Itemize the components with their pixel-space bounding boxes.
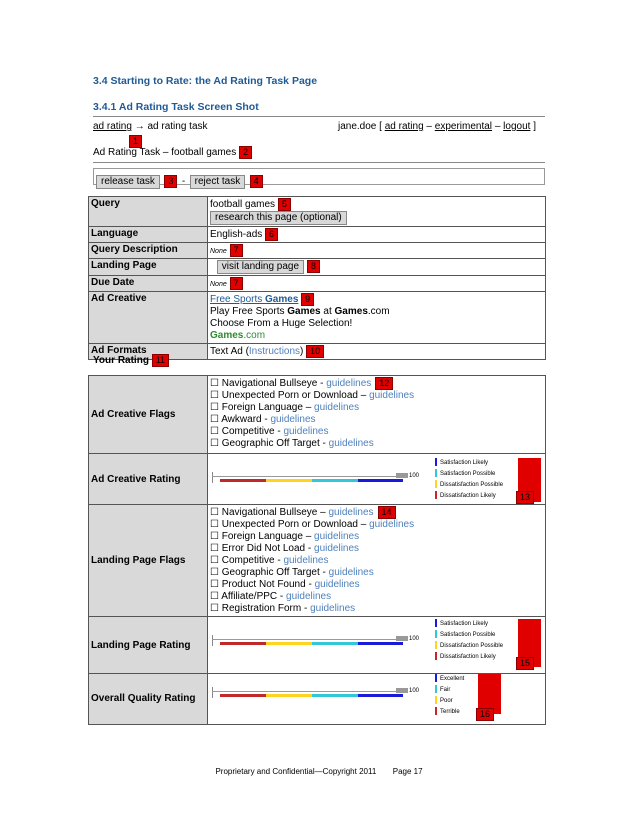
page-number: Page 17	[392, 767, 423, 776]
landing-page-flags-label: Landing Page Flags	[89, 505, 208, 617]
legend-item	[435, 707, 464, 718]
query-value: football games	[210, 199, 276, 210]
legend-label: Dissatisfaction Likely	[440, 654, 496, 660]
callout-badge-10: 10	[306, 345, 324, 358]
slider-track	[212, 639, 408, 640]
flag-label: Navigational Bullseye –	[218, 507, 329, 518]
bracket-open: [	[379, 121, 382, 132]
guidelines-link[interactable]: guidelines	[283, 555, 329, 566]
your-rating-row	[93, 354, 169, 367]
overall-quality-rating-widget	[208, 674, 545, 724]
user-nav	[338, 121, 536, 132]
guidelines-link[interactable]: guidelines	[286, 591, 332, 602]
checkbox-icon[interactable]: ☐	[210, 543, 219, 554]
scale-segment-red	[220, 479, 266, 482]
task-title-row	[93, 146, 252, 159]
callout-badge-8: 8	[307, 260, 320, 273]
guidelines-link[interactable]: guidelines	[283, 426, 329, 437]
guidelines-link[interactable]: guidelines	[314, 402, 360, 413]
guidelines-link[interactable]: guidelines	[369, 390, 415, 401]
flag-row	[210, 519, 543, 531]
query-description-label: Query Description	[89, 243, 208, 259]
slider-handle[interactable]	[396, 473, 408, 478]
guidelines-link[interactable]: guidelines	[310, 603, 356, 614]
landing-page-rating-widget	[208, 617, 545, 673]
ad-line-3: Choose From a Huge Selection!	[210, 318, 353, 329]
slider-left-cap	[212, 687, 213, 698]
legend-label: Satisfaction Likely	[440, 460, 489, 466]
flag-label: Unexpected Porn or Download –	[218, 390, 370, 401]
scale-segment-blue	[358, 694, 403, 697]
ad-formats-cell	[208, 344, 546, 360]
bracket-close: ]	[533, 121, 536, 132]
slider-track	[212, 476, 408, 477]
callout-badge-11: 11	[152, 354, 169, 367]
checkbox-icon[interactable]: ☐	[210, 591, 219, 602]
callout-badge-7: 7	[230, 244, 243, 257]
legend-item	[435, 619, 503, 630]
legend-item	[435, 480, 503, 491]
checkbox-icon[interactable]: ☐	[210, 579, 219, 590]
query-label: Query	[89, 197, 208, 227]
query-description-value: None	[210, 248, 227, 255]
legend-mark	[435, 458, 437, 466]
checkbox-icon[interactable]: ☐	[210, 603, 219, 614]
legend-mark	[435, 619, 437, 627]
slider-left-cap	[212, 635, 213, 646]
ad-creative-flags-label: Ad Creative Flags	[89, 376, 208, 454]
slider-max-label: 100	[409, 688, 420, 694]
legend-label: Terrible	[440, 709, 460, 715]
nav-sep: –	[494, 121, 501, 132]
flag-row	[210, 438, 543, 450]
legend-mark	[435, 685, 437, 693]
legend-label: Poor	[440, 698, 453, 704]
checkbox-icon[interactable]: ☐	[210, 555, 219, 566]
callout-badge-4: 4	[250, 175, 263, 188]
flag-row	[210, 402, 543, 414]
guidelines-link[interactable]: guidelines	[328, 438, 374, 449]
slider-left-cap	[212, 472, 213, 483]
ad-creative-label: Ad Creative	[89, 292, 208, 344]
landing-page-flags-cell	[208, 505, 546, 617]
flag-label: Unexpected Porn or Download –	[218, 519, 370, 530]
checkbox-icon[interactable]: ☐	[210, 402, 219, 413]
legend-mark	[435, 480, 437, 488]
scale-segment-yellow	[266, 642, 312, 645]
flag-label: Geographic Off Target -	[218, 438, 329, 449]
flag-label: Navigational Bullseye -	[218, 378, 327, 389]
ad-creative-cell	[208, 292, 546, 344]
checkbox-icon[interactable]: ☐	[210, 567, 219, 578]
legend-item	[435, 641, 503, 652]
ad-creative-rating-widget	[208, 454, 545, 504]
due-date-value: None	[210, 281, 227, 288]
flag-row	[210, 543, 543, 555]
legend-mark	[435, 674, 437, 682]
scale-segment-red	[220, 642, 266, 645]
title-divider	[93, 162, 545, 163]
legend-mark	[435, 469, 437, 477]
due-date-label: Due Date	[89, 276, 208, 292]
language-value: English-ads	[210, 229, 263, 240]
callout-badge-6: 6	[265, 228, 278, 241]
ad-line-2-d: Games	[334, 306, 368, 317]
release-task-button[interactable]: release task	[96, 175, 160, 189]
ad-url-suffix: .com	[243, 330, 266, 341]
action-sep: -	[181, 176, 186, 187]
flag-row	[210, 579, 543, 591]
task-info-table	[88, 196, 546, 360]
callout-badge-14: 14	[378, 506, 396, 519]
scale-segment-yellow	[266, 479, 312, 482]
slider-max-label: 100	[409, 636, 420, 642]
query-cell	[208, 197, 546, 227]
landing-page-label: Landing Page	[89, 259, 208, 276]
query-description-cell	[208, 243, 546, 259]
legend-label: Fair	[440, 687, 451, 693]
ad-headline-text: Free Sports	[210, 294, 266, 305]
checkbox-icon[interactable]: ☐	[210, 390, 219, 401]
checkbox-icon[interactable]: ☐	[210, 507, 219, 518]
legend-mark	[435, 630, 437, 638]
ad-formats-value: Text Ad (	[210, 346, 249, 357]
flag-row	[210, 414, 543, 426]
nav-sep: –	[426, 121, 432, 132]
page-footer	[0, 767, 638, 776]
checkbox-icon[interactable]: ☐	[210, 414, 219, 425]
header-divider	[93, 116, 545, 117]
legend-item	[435, 491, 503, 502]
callout-badge-2: 2	[239, 146, 252, 159]
ad-line-2-e: .com	[367, 306, 390, 317]
scale-segment-red	[220, 694, 266, 697]
legend-item	[435, 458, 503, 469]
guidelines-link[interactable]: guidelines	[328, 507, 374, 518]
ad-line-2	[210, 306, 390, 317]
flag-row	[210, 603, 543, 615]
breadcrumb	[93, 121, 208, 132]
flag-label: Competitive -	[218, 426, 284, 437]
ad-url-bold: Games	[210, 330, 244, 341]
legend-item	[435, 652, 503, 663]
legend-mark	[435, 652, 437, 660]
nav-link-experimental[interactable]: experimental	[434, 121, 493, 132]
ad-creative-flags-cell	[208, 376, 546, 454]
overall-quality-rating-cell	[208, 674, 546, 725]
guidelines-link[interactable]: guidelines	[314, 543, 360, 554]
flag-row	[210, 426, 543, 438]
callout-badge-16: 16	[476, 708, 494, 721]
copyright-text: Proprietary and Confidential—Copyright 2011	[215, 767, 377, 776]
callout-badge-15: 15	[516, 657, 534, 670]
research-page-button[interactable]: research this page (optional)	[210, 211, 347, 225]
legend-label: Dissatisfaction Possible	[440, 643, 504, 649]
flag-row	[210, 390, 543, 402]
ad-display-url	[210, 330, 265, 341]
flag-label: Error Did Not Load -	[218, 543, 315, 554]
legend-item	[435, 685, 464, 696]
quality-legend	[435, 674, 464, 718]
scale-segment-cyan	[312, 479, 358, 482]
landing-page-rating-label: Landing Page Rating	[89, 617, 208, 674]
legend-item	[435, 674, 464, 685]
instructions-link[interactable]: Instructions	[248, 346, 301, 357]
legend-item	[435, 630, 503, 641]
landing-page-cell	[208, 259, 546, 276]
flag-label: Registration Form -	[218, 603, 311, 614]
flag-label: Foreign Language –	[218, 531, 315, 542]
ad-line-2-a: Play Free Sports	[210, 306, 288, 317]
callout-badge-7b: 7	[230, 277, 243, 290]
guidelines-link[interactable]: guidelines	[314, 579, 360, 590]
nav-link-logout[interactable]: logout	[503, 121, 531, 132]
satisfaction-legend	[435, 458, 503, 502]
breadcrumb-link-ad-rating[interactable]: ad rating	[93, 121, 132, 132]
flag-row	[210, 555, 543, 567]
flag-label: Awkward -	[218, 414, 271, 425]
legend-mark	[435, 641, 437, 649]
due-date-cell	[208, 276, 546, 292]
callout-badge-12: 12	[375, 377, 393, 390]
legend-label: Satisfaction Likely	[440, 621, 489, 627]
scale-segment-blue	[358, 642, 403, 645]
scale-segment-blue	[358, 479, 403, 482]
ad-line-2-b: Games	[287, 306, 321, 317]
arrow-icon: →	[134, 121, 145, 132]
callout-badge-13: 13	[516, 491, 534, 504]
scale-segment-cyan	[312, 694, 358, 697]
flag-label: Product Not Found -	[218, 579, 315, 590]
overall-quality-label: Overall Quality Rating	[89, 674, 208, 725]
username: jane.doe	[338, 121, 377, 132]
legend-label: Satisfaction Possible	[440, 471, 496, 477]
flag-label: Foreign Language –	[218, 402, 315, 413]
ad-formats-close: )	[300, 346, 304, 357]
checkbox-icon[interactable]: ☐	[210, 426, 219, 437]
flag-label: Affiliate/PPC -	[218, 591, 287, 602]
guidelines-link[interactable]: guidelines	[314, 531, 360, 542]
flag-row	[210, 591, 543, 603]
checkbox-icon[interactable]: ☐	[210, 519, 219, 530]
guidelines-link[interactable]: guidelines	[326, 378, 372, 389]
ad-creative-rating-label: Ad Creative Rating	[89, 454, 208, 505]
language-label: Language	[89, 227, 208, 243]
guidelines-link[interactable]: guidelines	[369, 519, 415, 530]
ad-headline-bold: Games	[265, 294, 299, 305]
callout-badge-5: 5	[278, 198, 291, 211]
flag-label: Competitive -	[218, 555, 284, 566]
rating-table	[88, 375, 546, 725]
scale-segment-yellow	[266, 694, 312, 697]
checkbox-icon[interactable]: ☐	[210, 438, 219, 449]
your-rating-heading: Your Rating	[93, 355, 149, 366]
ad-headline-link[interactable]	[210, 294, 298, 305]
section-heading: 3.4 Starting to Rate: the Ad Rating Task Page	[93, 75, 318, 87]
nav-link-ad-rating[interactable]: ad rating	[384, 121, 424, 132]
legend-mark	[435, 696, 437, 704]
guidelines-link[interactable]: guidelines	[270, 414, 316, 425]
slider-track	[212, 691, 408, 692]
ad-line-2-c: at	[320, 306, 335, 317]
legend-label: Dissatisfaction Likely	[440, 493, 496, 499]
slider-handle[interactable]	[396, 636, 408, 641]
ad-creative-rating-cell	[208, 454, 546, 505]
legend-item	[435, 696, 464, 707]
legend-item	[435, 469, 503, 480]
flag-row	[210, 567, 543, 579]
task-action-bar	[93, 168, 545, 185]
breadcrumb-current: ad rating task	[147, 121, 208, 132]
callout-badge-9: 9	[301, 293, 314, 306]
scale-segment-cyan	[312, 642, 358, 645]
task-title: Ad Rating Task – football games	[93, 147, 237, 158]
checkbox-icon[interactable]: ☐	[210, 531, 219, 542]
legend-label: Satisfaction Possible	[440, 632, 496, 638]
reject-task-button[interactable]: reject task	[190, 175, 246, 189]
visit-landing-page-button[interactable]: visit landing page	[217, 260, 304, 274]
language-cell	[208, 227, 546, 243]
flag-label: Geographic Off Target -	[218, 567, 329, 578]
satisfaction-legend	[435, 619, 503, 663]
slider-handle[interactable]	[396, 688, 408, 693]
legend-label: Dissatisfaction Possible	[440, 482, 504, 488]
slider-max-label: 100	[409, 473, 420, 479]
flag-row	[210, 506, 543, 519]
flag-row	[210, 531, 543, 543]
callout-badge-3: 3	[164, 175, 177, 188]
legend-mark	[435, 707, 437, 715]
subsection-heading: 3.4.1 Ad Rating Task Screen Shot	[93, 101, 259, 113]
landing-page-rating-cell	[208, 617, 546, 674]
flag-row	[210, 377, 543, 390]
legend-label: Excellent	[440, 676, 465, 682]
guidelines-link[interactable]: guidelines	[328, 567, 374, 578]
checkbox-icon[interactable]: ☐	[210, 378, 219, 389]
ad-formats-label: Ad Formats	[89, 344, 208, 360]
callout-badge-1: 1	[129, 135, 142, 148]
legend-mark	[435, 491, 437, 499]
